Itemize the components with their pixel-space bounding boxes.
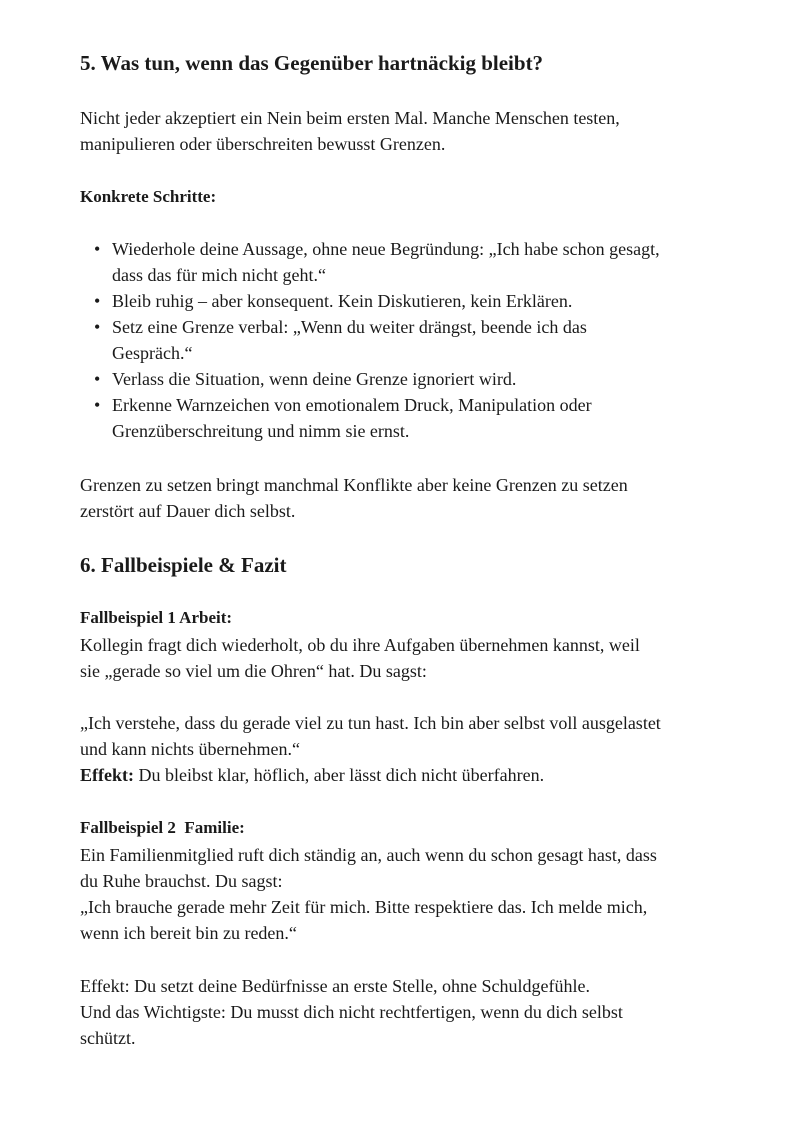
effect-text: Du bleibst klar, höflich, aber lässt dich nicht überfahren. [133, 765, 545, 785]
case-1-quote [80, 710, 740, 788]
text-line: Grenzen zu setzen bringt manchmal Konflikte aber keine Grenzen zu setzen [80, 475, 628, 495]
text-line: manipulieren oder überschreiten bewusst Grenzen. [80, 134, 446, 154]
section-5-heading: 5. Was tun, wenn das Gegenüber hartnäckig bleibt? [80, 51, 544, 75]
text-line: zerstört auf Dauer dich selbst. [80, 501, 296, 521]
text-line: • Wiederhole deine Aussage, ohne neue Begründung: „Ich habe schon gesagt, [112, 239, 660, 259]
text-line: dass das für mich nicht geht.“ [112, 265, 326, 285]
section-5-intro [80, 105, 740, 157]
case-1-effect [80, 762, 740, 788]
text-line: Grenzüberschreitung und nimm sie ernst. [112, 421, 410, 441]
text-line: wenn ich bereit bin zu reden.“ [80, 923, 297, 943]
case-2-text [80, 842, 740, 946]
text-line: du Ruhe brauchst. Du sagst: [80, 871, 283, 891]
text-line: • Verlass die Situation, wenn deine Grenze ignoriert wird. [112, 369, 517, 389]
case-1-text [80, 632, 740, 684]
section-5-closing [80, 472, 740, 524]
list-item [112, 236, 660, 288]
case-2-effect: Effekt: Du setzt deine Bedürfnisse an erste Stelle, ohne Schuldgefühle. [80, 976, 591, 996]
section-6-heading: 6. Fallbeispiele & Fazit [80, 553, 287, 577]
text-line: sie „gerade so viel um die Ohren“ hat. Du sagst: [80, 661, 427, 681]
text-line: und kann nichts übernehmen.“ [80, 739, 300, 759]
text-line: Ein Familienmitglied ruft dich ständig an, auch wenn du schon gesagt hast, dass [80, 845, 657, 865]
case-2-conclusion [80, 973, 740, 1051]
text-line: • Erkenne Warnzeichen von emotionalem Druck, Manipulation oder [112, 395, 592, 415]
text-line: • Setz eine Grenze verbal: „Wenn du weiter drängst, beende ich das [112, 317, 587, 337]
steps-label: Konkrete Schritte: [80, 187, 217, 206]
steps-list [80, 236, 660, 444]
text-line: schützt. [80, 1028, 136, 1048]
text-line: • Bleib ruhig – aber konsequent. Kein Diskutieren, kein Erklären. [112, 291, 573, 311]
text-line: Und das Wichtigste: Du musst dich nicht rechtfertigen, wenn du dich selbst [80, 1002, 623, 1022]
effect-label: Effekt: [80, 765, 134, 785]
text-line: „Ich verstehe, dass du gerade viel zu tun hast. Ich bin aber selbst voll ausgelastet [80, 713, 661, 733]
text-line: Gespräch.“ [112, 343, 193, 363]
case-2-title: Fallbeispiel 2 Familie: [80, 818, 245, 837]
case-1-title: Fallbeispiel 1 Arbeit: [80, 608, 233, 627]
list-item [112, 314, 660, 366]
text-line: „Ich brauche gerade mehr Zeit für mich. Bitte respektiere das. Ich melde mich, [80, 897, 648, 917]
list-item [112, 288, 660, 314]
list-item [112, 366, 660, 392]
list-item [112, 392, 660, 444]
text-line: Nicht jeder akzeptiert ein Nein beim ersten Mal. Manche Menschen testen, [80, 108, 620, 128]
text-line: Kollegin fragt dich wiederholt, ob du ihre Aufgaben übernehmen kannst, weil [80, 635, 640, 655]
